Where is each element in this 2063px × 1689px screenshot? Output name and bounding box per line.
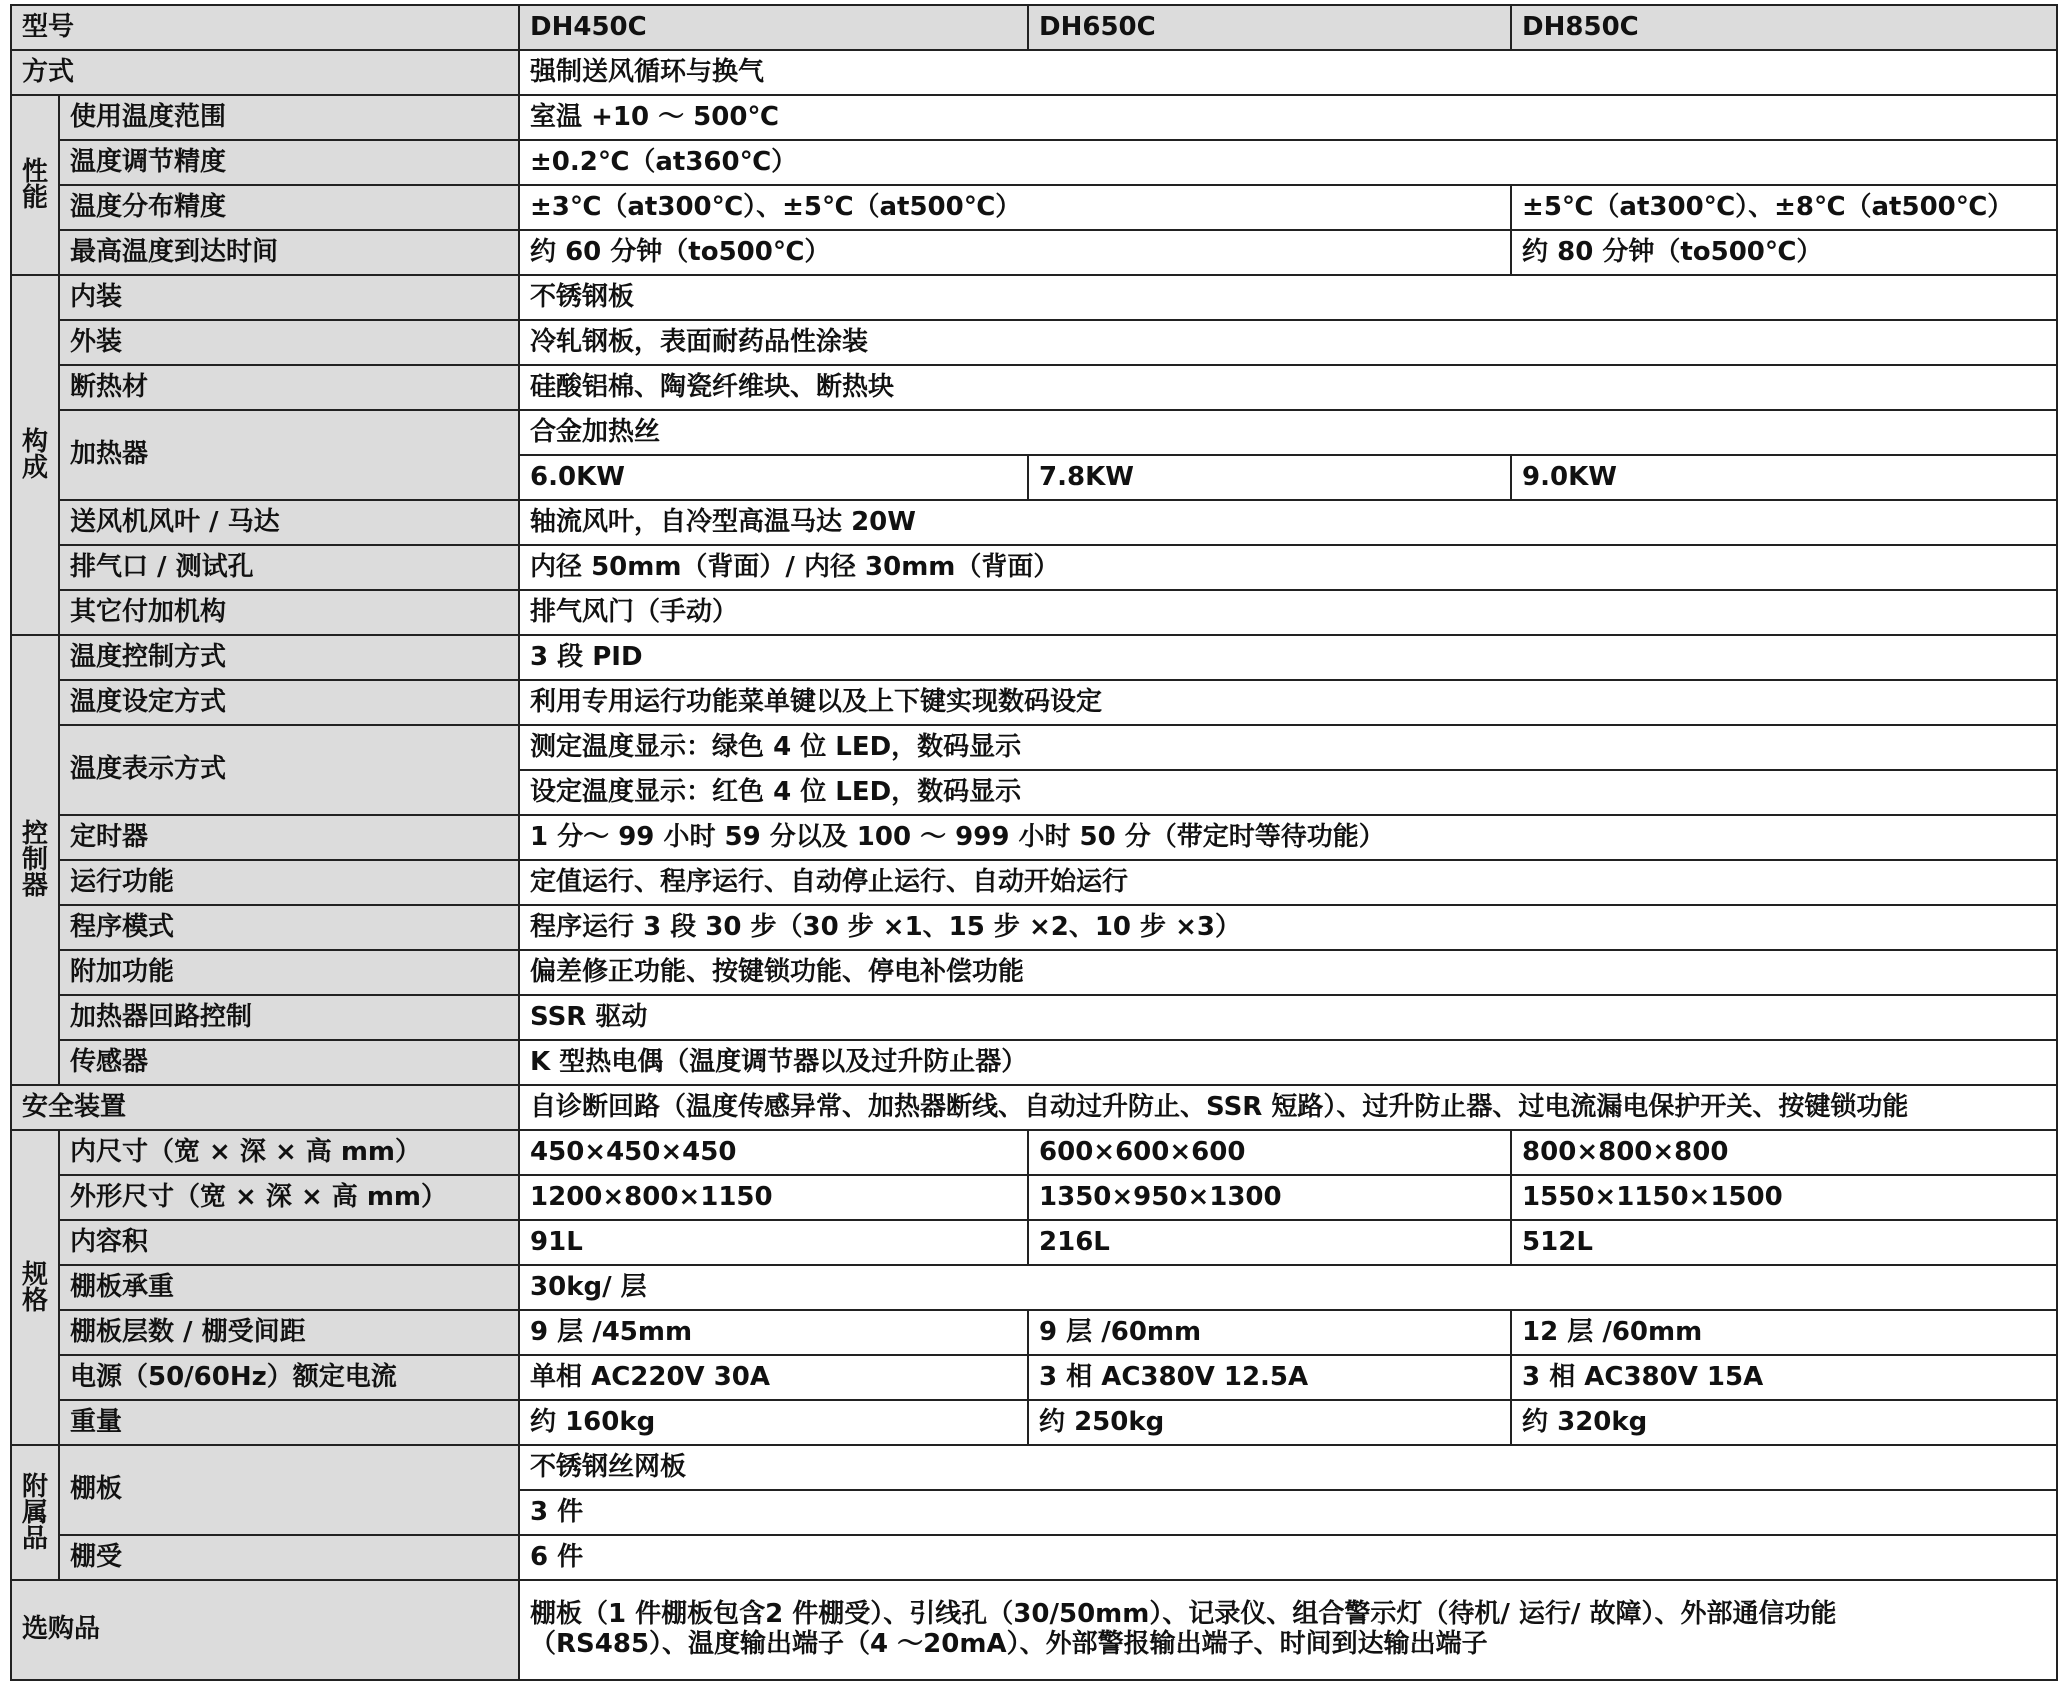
outer-size-dh450c: 1200×800×1150: [519, 1175, 1028, 1220]
volume-dh850c: 512L: [1511, 1220, 2057, 1265]
setting-method-value: 利用专用运行功能菜单键以及上下键实现数码设定: [519, 680, 2057, 725]
heater-label: 加热器: [59, 410, 519, 500]
shelf-layers-label: 棚板层数 / 棚受间距: [59, 1310, 519, 1355]
max-temp-time-value-b: 约 80 分钟（to500℃）: [1511, 230, 2057, 275]
volume-dh650c: 216L: [1028, 1220, 1511, 1265]
program-mode-value: 程序运行 3 段 30 步（30 步 ×1、15 步 ×2、10 步 ×3）: [519, 905, 2057, 950]
category-performance: 性能: [11, 95, 59, 275]
other-mechanism-label: 其它付加机构: [59, 590, 519, 635]
display-method-value-1: 测定温度显示：绿色 4 位 LED，数码显示: [519, 725, 2057, 770]
run-function-value: 定值运行、程序运行、自动停止运行、自动开始运行: [519, 860, 2057, 905]
safety-label: 安全装置: [11, 1085, 519, 1130]
temp-accuracy-label: 温度调节精度: [59, 140, 519, 185]
category-controller: 控制器: [11, 635, 59, 1085]
max-temp-time-label: 最高温度到达时间: [59, 230, 519, 275]
heater-power-dh450c: 6.0KW: [519, 455, 1028, 500]
temp-range-label: 使用温度范围: [59, 95, 519, 140]
program-mode-label: 程序模式: [59, 905, 519, 950]
timer-value: 1 分～ 99 小时 59 分以及 100 ～ 999 小时 50 分（带定时等待功能）: [519, 815, 2057, 860]
exhaust-value: 内径 50mm（背面）/ 内径 30mm（背面）: [519, 545, 2057, 590]
outer-size-dh850c: 1550×1150×1500: [1511, 1175, 2057, 1220]
temp-distribution-value-a: ±3℃（at300℃）、±5℃（at500℃）: [519, 185, 1511, 230]
display-method-value-2: 设定温度显示：红色 4 位 LED，数码显示: [519, 770, 2057, 815]
weight-label: 重量: [59, 1400, 519, 1445]
inner-size-dh850c: 800×800×800: [1511, 1130, 2057, 1175]
model-dh850c: DH850C: [1511, 5, 2057, 50]
shelf-load-label: 棚板承重: [59, 1265, 519, 1310]
temp-range-value: 室温 +10 ～ 500℃: [519, 95, 2057, 140]
model-header-label: 型号: [11, 5, 519, 50]
fan-value: 轴流风叶，自冷型高温马达 20W: [519, 500, 2057, 545]
exhaust-label: 排气口 / 测试孔: [59, 545, 519, 590]
weight-dh650c: 约 250kg: [1028, 1400, 1511, 1445]
inner-size-dh650c: 600×600×600: [1028, 1130, 1511, 1175]
shelf-layers-dh450c: 9 层 /45mm: [519, 1310, 1028, 1355]
max-temp-time-value-a: 约 60 分钟（to500℃）: [519, 230, 1511, 275]
method-value: 强制送风循环与换气: [519, 50, 2057, 95]
power-dh450c: 单相 AC220V 30A: [519, 1355, 1028, 1400]
volume-dh450c: 91L: [519, 1220, 1028, 1265]
inner-size-label: 内尺寸（宽 × 深 × 高 mm）: [59, 1130, 519, 1175]
heater-circuit-label: 加热器回路控制: [59, 995, 519, 1040]
method-label: 方式: [11, 50, 519, 95]
heater-power-dh850c: 9.0KW: [1511, 455, 2057, 500]
power-dh650c: 3 相 AC380V 12.5A: [1028, 1355, 1511, 1400]
model-dh450c: DH450C: [519, 5, 1028, 50]
sensor-label: 传感器: [59, 1040, 519, 1085]
power-label: 电源（50/60Hz）额定电流: [59, 1355, 519, 1400]
outer-size-label: 外形尺寸（宽 × 深 × 高 mm）: [59, 1175, 519, 1220]
shelf-value-1: 不锈钢丝网板: [519, 1445, 2057, 1490]
category-construction: 构成: [11, 275, 59, 635]
heater-power-dh650c: 7.8KW: [1028, 455, 1511, 500]
fan-label: 送风机风叶 / 马达: [59, 500, 519, 545]
shelf-support-label: 棚受: [59, 1535, 519, 1580]
category-accessories: 附属品: [11, 1445, 59, 1580]
interior-value: 不锈钢板: [519, 275, 2057, 320]
setting-method-label: 温度设定方式: [59, 680, 519, 725]
interior-label: 内装: [59, 275, 519, 320]
temp-distribution-value-b: ±5℃（at300℃）、±8℃（at500℃）: [1511, 185, 2057, 230]
heater-circuit-value: SSR 驱动: [519, 995, 2057, 1040]
safety-value: 自诊断回路（温度传感异常、加热器断线、自动过升防止、SSR 短路）、过升防止器、过电流漏电保护开关、按键锁功能: [519, 1085, 2057, 1130]
shelf-load-value: 30kg/ 层: [519, 1265, 2057, 1310]
shelf-layers-dh850c: 12 层 /60mm: [1511, 1310, 2057, 1355]
control-method-value: 3 段 PID: [519, 635, 2057, 680]
weight-dh850c: 约 320kg: [1511, 1400, 2057, 1445]
sensor-value: K 型热电偶（温度调节器以及过升防止器）: [519, 1040, 2057, 1085]
display-method-label: 温度表示方式: [59, 725, 519, 815]
timer-label: 定时器: [59, 815, 519, 860]
shelf-label: 棚板: [59, 1445, 519, 1535]
run-function-label: 运行功能: [59, 860, 519, 905]
outer-size-dh650c: 1350×950×1300: [1028, 1175, 1511, 1220]
shelf-value-2: 3 件: [519, 1490, 2057, 1535]
insulation-label: 断热材: [59, 365, 519, 410]
heater-value: 合金加热丝: [519, 410, 2057, 455]
power-dh850c: 3 相 AC380V 15A: [1511, 1355, 2057, 1400]
insulation-value: 硅酸铝棉、陶瓷纤维块、断热块: [519, 365, 2057, 410]
exterior-value: 冷轧钢板，表面耐药品性涂装: [519, 320, 2057, 365]
control-method-label: 温度控制方式: [59, 635, 519, 680]
extra-function-label: 附加功能: [59, 950, 519, 995]
options-value: [519, 1580, 2057, 1680]
category-specs: 规格: [11, 1130, 59, 1445]
options-value-line-2: （RS485）、温度输出端子（4 ～20mA）、外部警报输出端子、时间到达输出端子: [530, 1629, 1488, 1659]
extra-function-value: 偏差修正功能、按键锁功能、停电补偿功能: [519, 950, 2057, 995]
shelf-support-value: 6 件: [519, 1535, 2057, 1580]
inner-size-dh450c: 450×450×450: [519, 1130, 1028, 1175]
temp-distribution-label: 温度分布精度: [59, 185, 519, 230]
model-dh650c: DH650C: [1028, 5, 1511, 50]
shelf-layers-dh650c: 9 层 /60mm: [1028, 1310, 1511, 1355]
other-mechanism-value: 排气风门（手动）: [519, 590, 2057, 635]
weight-dh450c: 约 160kg: [519, 1400, 1028, 1445]
temp-accuracy-value: ±0.2℃（at360℃）: [519, 140, 2057, 185]
volume-label: 内容积: [59, 1220, 519, 1265]
options-value-line-1: 棚板（1 件棚板包含2 件棚受）、引线孔（30/50mm）、记录仪、组合警示灯（待机/ 运行/ 故障）、外部通信功能: [530, 1599, 1837, 1630]
options-label: 选购品: [11, 1580, 519, 1680]
spec-table: [10, 4, 2058, 1681]
exterior-label: 外装: [59, 320, 519, 365]
